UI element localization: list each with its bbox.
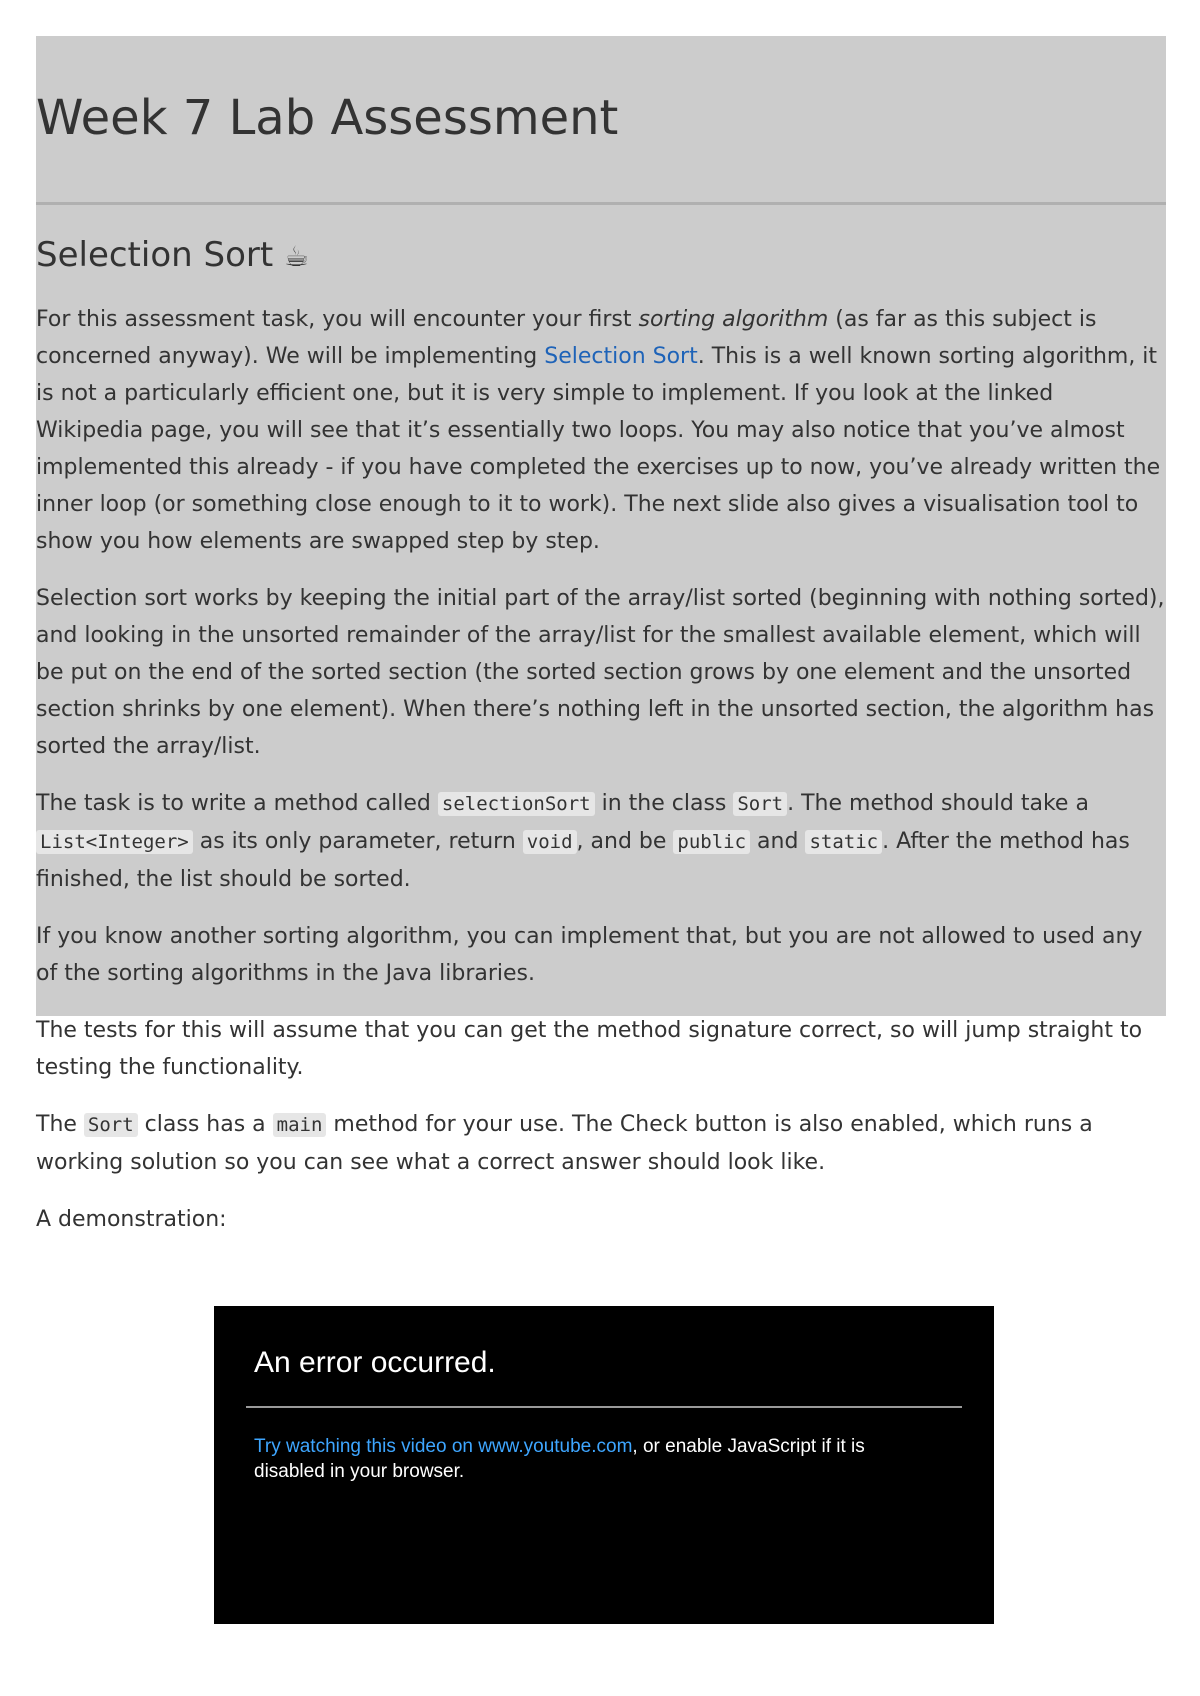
code-main: main xyxy=(273,1113,327,1137)
code-void: void xyxy=(523,830,577,854)
video-error-message: Try watching this video on www.youtube.com, or enable JavaScript if it is disabled in your browser. xyxy=(254,1436,865,1482)
paragraph-other-algorithms: If you know another sorting algorithm, you can implement that, but you are not allowed to used any of the sorting algorithms in the Java libraries. xyxy=(36,924,1143,986)
paragraph-main-method: The Sort class has a main method for your use. The Check button is also enabled, which runs a working solution so you can see what a correct answer should look like. xyxy=(36,1112,1093,1175)
video-divider xyxy=(246,1406,962,1408)
emphasis-sorting-algorithm: sorting algorithm xyxy=(638,307,829,332)
main-content xyxy=(36,36,1166,1258)
section-title xyxy=(36,235,1166,275)
paragraph-intro: For this assessment task, you will encounter your first sorting algorithm (as far as this subject is concerned anyway). We will be implementing Selection Sort. This is a well known sorting algorithm, it is not a particularly efficient one, but it is very simple to implement. If you look at the linked Wikipedia page, you will see that it’s essentially two loops. You may also notice that you’ve almost implemented this already - if you have completed the exercises up to now, you’ve already written the inner loop (or something close enough to it to work). The next slide also gives a visualisation tool to show you how elements are swapped step by step. xyxy=(36,307,1161,554)
code-Sort: Sort xyxy=(733,792,787,816)
coffee-icon: ☕ xyxy=(284,240,310,273)
embedded-video-player[interactable] xyxy=(214,1306,994,1624)
code-selectionSort: selectionSort xyxy=(438,792,595,816)
code-Sort-class: Sort xyxy=(84,1113,138,1137)
code-public: public xyxy=(673,830,750,854)
code-list-integer: List<Integer> xyxy=(36,830,193,854)
youtube-link[interactable]: Try watching this video on www.youtube.com xyxy=(254,1436,633,1457)
video-error-title: An error occurred. xyxy=(254,1346,496,1379)
code-static: static xyxy=(805,830,882,854)
page-title: Week 7 Lab Assessment xyxy=(36,36,1166,205)
paragraph-tests: The tests for this will assume that you can get the method signature correct, so will jump straight to testing the functionality. xyxy=(36,1018,1143,1080)
paragraph-demonstration: A demonstration: xyxy=(36,1207,227,1232)
paragraph-how-it-works: Selection sort works by keeping the initial part of the array/list sorted (beginning with nothing sorted), and looking in the unsorted remainder of the array/list for the smallest available element, which will be put on the end of the sorted section (the sorted section grows by one element and the unsorted section shrinks by one element). When there’s nothing left in the unsorted section, the algorithm has sorted the array/list. xyxy=(36,586,1165,759)
paragraph-task: The task is to write a method called selectionSort in the class Sort . The method should take a List<Integer> as its only parameter, return void , and be public and static . After the method has finished, the list should be sorted. xyxy=(36,791,1130,892)
section-title-text: Selection Sort xyxy=(36,235,274,275)
selection-sort-link[interactable]: Selection Sort xyxy=(544,344,698,369)
